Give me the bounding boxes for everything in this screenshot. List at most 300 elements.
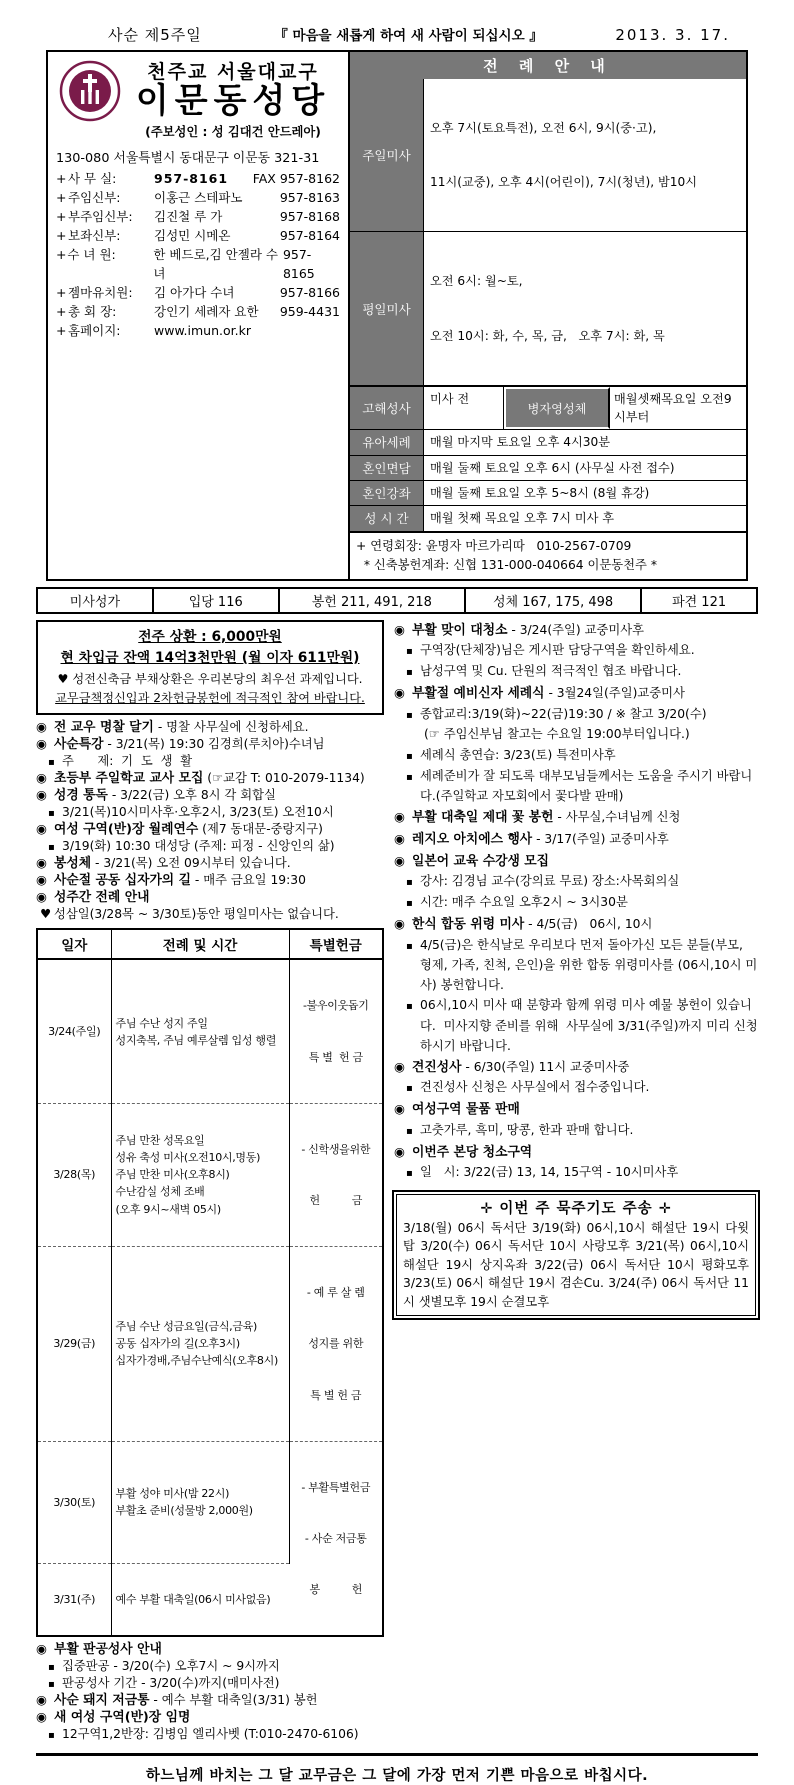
parish-seal-icon	[58, 59, 122, 123]
left-column	[36, 620, 384, 1744]
bullet-icon: ◉	[36, 787, 47, 803]
notice-item	[394, 705, 758, 726]
cell-rite	[111, 1103, 289, 1246]
notice-heading: 여성구역 물품 판매	[412, 1102, 520, 1118]
notice-body: 성삼일(3/28목 ~ 3/30토)동안 평일미사는 없습니다.	[54, 907, 339, 922]
notice-heading: 새 여성 구역(반)장 임명	[54, 1710, 191, 1726]
notice-heading: 레지오 아치에스 행사	[412, 832, 533, 847]
bullet-icon: ◉	[394, 1143, 405, 1159]
notice-text	[420, 1078, 649, 1099]
left-bottom-notice-list	[36, 1641, 384, 1743]
notice-text	[62, 753, 192, 770]
notice-item	[36, 1692, 384, 1709]
holy-week-table	[36, 928, 384, 1637]
cell-offering-merged	[289, 1441, 383, 1636]
table-row	[37, 959, 383, 1103]
sunday-mass-line2: 11시(교중), 오후 4시(어린이), 7시(청년), 밤10시	[430, 175, 697, 190]
contact-label: 수 녀 원:	[67, 246, 116, 262]
bullet-icon: ◉	[36, 770, 47, 786]
contact-name: 김성민 시메온	[154, 227, 231, 243]
notice-text	[412, 621, 644, 642]
offering-line: - 신학생을위한	[301, 1142, 371, 1156]
notice-heading: 사순 돼지 저금통	[54, 1693, 150, 1709]
notice-item	[394, 851, 758, 873]
row-value: 매월 둘째 토요일 오후 5~8시 (8월 휴강)	[430, 485, 650, 500]
notice-item	[36, 719, 384, 736]
notice-text	[54, 1692, 318, 1709]
bullet-icon: ▪	[48, 808, 55, 820]
notice-item	[36, 889, 384, 906]
notice-text	[420, 996, 758, 1057]
rosary-box-title: ✛ 이번 주 묵주기도 주송 ✛	[480, 1200, 672, 1217]
offering-line: - 사순 저금통	[304, 1531, 367, 1545]
notice-text	[62, 1726, 359, 1743]
notice-body: 견진성사 신청은 사무실에서 접수중입니다.	[420, 1080, 650, 1095]
bullet-icon: ▪	[48, 1662, 55, 1674]
bullet-icon: ◉	[394, 852, 405, 868]
holy-week-header-row	[37, 929, 383, 959]
notice-heading: 봉성체	[54, 856, 92, 872]
rite-line: 수난감실 성체 조배	[115, 1185, 205, 1199]
parish-name: 이문동성당	[135, 81, 331, 121]
rite-line: 성지축복, 주님 예루살렘 입성 행렬	[115, 1033, 277, 1047]
notice-text	[412, 684, 685, 705]
notice-body: (☞교감 T: 010-2079-1134)	[203, 771, 365, 786]
bullet-icon: ▪	[406, 898, 413, 910]
notice-item	[394, 1078, 758, 1099]
hymn-entrance: 입당 116	[152, 589, 278, 612]
plus-bullet-icon: +	[56, 303, 67, 319]
notice-body: 강사: 김경님 교수(강의료 무료) 장소:사목회의실	[420, 874, 680, 889]
notice-body: 3/19(화) 10:30 대성당 (주제: 피정 - 신앙인의 삶)	[62, 839, 335, 854]
plus-bullet-icon: +	[56, 227, 67, 243]
notice-item	[394, 1163, 758, 1184]
parish-title-row	[56, 57, 340, 140]
notice-text	[54, 821, 323, 838]
col-header-rite: 전례 및 시간	[111, 929, 289, 959]
contact-row	[56, 226, 340, 245]
liturgy-row-marriage-interview	[350, 455, 746, 480]
contact-phone: 957-8165	[282, 246, 315, 281]
contact-name: 한 베드로,김 안젤라 수녀	[153, 246, 278, 281]
notice-item	[36, 1641, 384, 1658]
notice-body: - 3/22(금) 오후 8시 각 회합실	[107, 788, 276, 803]
bullet-icon: ◉	[36, 872, 47, 888]
top-strip	[36, 24, 758, 45]
notice-body: - 4/5(금) 06시, 10시	[524, 916, 653, 931]
row-label: 혼인면담	[350, 456, 424, 480]
notice-item	[394, 1142, 758, 1164]
notice-text	[420, 893, 628, 914]
notice-text	[62, 1658, 280, 1675]
contact-list	[56, 169, 340, 340]
notice-body: 구역장(단체장)님은 게시판 담당구역을 확인하세요.	[420, 643, 695, 658]
contact-label: 사 무 실:	[68, 170, 117, 186]
liturgy-row-infant-baptism	[350, 429, 746, 454]
notice-text	[54, 889, 149, 906]
liturgy-row-confession	[350, 385, 746, 430]
notice-text	[54, 736, 325, 753]
sunday-mass-line1: 오후 7시(토요특전), 오전 6시, 9시(중·고),	[430, 120, 657, 135]
contact-phone: 957-8166	[279, 284, 340, 300]
liturgy-row-holy-hour	[350, 505, 746, 530]
notice-item	[394, 767, 758, 808]
bullet-icon: ▪	[406, 667, 413, 679]
bullet-icon: ▪	[406, 750, 413, 762]
contact-phone: 957-8164	[279, 227, 340, 243]
plus-bullet-icon: +	[56, 208, 67, 224]
liturgy-row-marriage-course	[350, 480, 746, 505]
notice-text	[54, 872, 306, 889]
contact-name: 957-8161	[154, 170, 229, 186]
offering-line: 특 별 헌 금	[308, 1050, 363, 1064]
notice-body: 고춧가루, 흑미, 땅콩, 한과 판매 합니다.	[420, 1122, 634, 1137]
rite-line: (오후 9시~새벽 05시)	[115, 1202, 221, 1216]
notice-body: (☞ 주임신부님 찰고는 수요일 19:00부터입니다.)	[424, 727, 690, 742]
row-value: 매월 마지막 토요일 오후 4시30분	[430, 435, 611, 450]
header-box	[46, 50, 748, 581]
notice-text	[54, 855, 291, 872]
row-value	[424, 79, 746, 231]
notice-item	[394, 1057, 758, 1079]
plus-bullet-icon: +	[56, 322, 67, 338]
bullet-icon: ◉	[36, 821, 47, 837]
contact-label: 홈페이지:	[68, 322, 121, 338]
parish-identity	[48, 52, 348, 579]
notice-body: 판공성사 기간 - 3/20(수)까지(매미사전)	[62, 1676, 280, 1691]
liturgy-guide	[348, 52, 746, 579]
contact-name: www.imun.or.kr	[154, 322, 251, 338]
cell-rite	[111, 1563, 289, 1636]
notice-item	[394, 725, 758, 746]
bullet-icon: ◉	[36, 855, 47, 871]
rite-line: 공동 십자가의 길(오후3시)	[115, 1337, 240, 1351]
contact-row	[56, 169, 340, 188]
notice-item	[394, 893, 758, 914]
contact-row	[56, 321, 340, 340]
bullet-icon: ◉	[36, 1692, 47, 1708]
offering-line: 특 별 헌 금	[310, 1388, 362, 1402]
plus-bullet-icon: +	[56, 189, 67, 205]
notice-body: - 3/17(주일) 교중미사후	[532, 832, 669, 846]
bullet-icon: ◉	[394, 684, 405, 700]
contact-row	[56, 283, 340, 302]
parish-address: 130-080 서울특별시 동대문구 이문동 321-31	[56, 150, 320, 166]
notice-heading: 부활 맞이 대청소	[412, 622, 508, 638]
notice-body: - 3/24(주일) 교중미사후	[507, 622, 644, 637]
cell-rite	[111, 1247, 289, 1442]
notice-item	[394, 641, 758, 662]
patron-saint: (주보성인 : 성 김대건 안드레아)	[145, 124, 321, 139]
contact-phone: 957-8163	[279, 189, 340, 205]
cell-date: 3/28(목)	[37, 1103, 111, 1246]
debt-priority-line: ♥ 성전신축금 부채상환은 우리본당의 최우선 과제입니다.	[57, 672, 363, 687]
row-value: 매월 둘째 토요일 오후 6시 (사무실 사전 접수)	[430, 460, 675, 475]
table-row	[37, 1247, 383, 1442]
notice-text	[62, 804, 334, 821]
notice-text	[424, 725, 690, 746]
rite-line: 주님 만찬 성목요일	[115, 1134, 205, 1148]
contact-phone: 959-4431	[279, 303, 340, 319]
offering-line: 헌 금	[309, 1193, 363, 1207]
notice-text	[420, 767, 758, 808]
offering-line: - 예 루 살 렘	[306, 1286, 365, 1300]
bullet-icon: ▪	[406, 1168, 413, 1180]
rite-line: 주님 만찬 미사(오후8시)	[115, 1168, 230, 1182]
contact-phone: 957-8168	[279, 208, 340, 224]
notice-item	[394, 1121, 758, 1142]
bullet-icon: ▪	[48, 757, 55, 769]
notice-body: 종합교리:3/19(화)~22(금)19:30 / ※ 찰고 3/20(수)	[420, 706, 707, 721]
cell-rite	[111, 1441, 289, 1563]
notice-text	[62, 1675, 279, 1692]
debt-balance-line: 현 차입금 잔액 14억3천만원 (월 이자 611만원)	[60, 650, 360, 666]
bullet-icon: ▪	[406, 1125, 413, 1137]
notice-heading: 견진성사	[412, 1059, 462, 1075]
notice-heading: 전 교우 명찰 달기	[54, 720, 154, 736]
rite-line: 주님 수난 성지 주일	[115, 1016, 208, 1030]
notice-item	[36, 770, 384, 787]
notice-heading: 사순절 공동 십자가의 길	[54, 873, 191, 889]
building-debt-box	[36, 620, 384, 716]
bullet-icon: ▪	[48, 842, 55, 854]
bullet-icon: ◉	[36, 736, 47, 752]
notice-item	[36, 906, 384, 923]
notice-body: - 사무실,수녀님께 신청	[553, 810, 681, 825]
notice-body: 세례식 총연습: 3/23(토) 특전미사후	[420, 747, 616, 762]
notice-text	[54, 906, 339, 923]
notice-text	[420, 641, 695, 662]
offering-line: 봉 헌	[309, 1583, 363, 1597]
notice-heading: 일본어 교육 수강생 모집	[412, 853, 549, 869]
notice-text	[420, 1121, 633, 1142]
liturgy-guide-title: 전 례 안 내	[350, 52, 746, 79]
notice-body: - 3/21(목) 오전 09시부터 있습니다.	[91, 856, 291, 871]
bullet-icon: ▪	[406, 646, 413, 658]
notice-body: - 3/21(목) 19:30 김경희(루치아)수녀님	[103, 737, 325, 752]
notice-body: 06시,10시 미사 때 분향과 함께 위령 미사 예물 봉헌이 있습니다. 미사지향 준비를 위해 사무실에 3/31(주일)까지 미리 신청하시기 바랍니다.	[420, 998, 758, 1053]
rosary-box-body: 3/18(월) 06시 독서단 3/19(화) 06시,10시 해설단 19시 다윗탑 3/20(수) 06시 독서단 10시 사랑모후 3/21(목) 06시,10시 해설단 19시 상지옥좌 3/22(금) 06시 독서단 10시 평화모후 3/23(토) 06시 해설단 19시 겸손Cu. 3/24(주) 06시 독서단 11시 샛별모후 19시 순결모후	[403, 1220, 749, 1309]
notice-heading: 초등부 주일학교 교사 모집	[54, 771, 204, 787]
offering-line: 성지를 위한	[308, 1337, 364, 1351]
notice-item	[394, 829, 758, 851]
cell-date: 3/29(금)	[37, 1247, 111, 1442]
bullet-icon: ▪	[406, 1001, 413, 1013]
rite-line: 부활초 준비(성물방 2,000원)	[115, 1504, 253, 1518]
funeral-chair-note: + 연령회장: 윤명자 마르가리따 010-2567-0709	[356, 538, 632, 553]
weekday-mass-line2: 오전 10시: 화, 수, 목, 금, 오후 7시: 화, 목	[430, 328, 665, 343]
contact-phone: FAX 957-8162	[252, 170, 340, 186]
notice-body: - 예수 부활 대축일(3/31) 봉헌	[149, 1693, 318, 1708]
notice-item	[394, 746, 758, 767]
notice-item	[36, 1675, 384, 1692]
cell-offering	[289, 1247, 383, 1442]
contact-label: 부주임신부:	[68, 208, 133, 224]
right-notice-list	[394, 620, 758, 1184]
contact-label: 총 회 장:	[68, 303, 117, 319]
contact-name: 김 아가다 수녀	[154, 284, 235, 300]
contact-row	[56, 245, 340, 283]
notice-heading: 부활 대축일 제대 꽃 봉헌	[412, 810, 554, 826]
notice-text	[412, 1058, 629, 1079]
bullet-icon: ▪	[406, 940, 413, 952]
plus-bullet-icon: +	[56, 284, 67, 300]
notice-text	[54, 719, 309, 736]
liturgy-notes	[350, 531, 746, 579]
cell-offering	[289, 1103, 383, 1246]
notice-heading: 한식 합동 위령 미사	[412, 916, 525, 932]
building-fund-account-note: * 신축봉헌계좌: 신협 131-000-040664 이문동천주 *	[356, 557, 657, 572]
notice-heading: 사순특강	[54, 737, 104, 753]
hymns-label: 미사성가	[69, 594, 121, 610]
hymn-communion: 성체 167, 175, 498	[464, 589, 640, 612]
notice-body: 일 시: 3/22(금) 13, 14, 15구역 - 10시미사후	[420, 1165, 679, 1180]
row-label: 평일미사	[350, 232, 424, 384]
bullet-icon: ◉	[36, 1709, 47, 1725]
weekday-mass-line1: 오전 6시: 월~토,	[430, 273, 523, 288]
row-label: 고해성사	[350, 387, 424, 430]
notice-text	[62, 838, 335, 855]
notice-text	[420, 872, 679, 893]
footer-divider	[36, 1753, 758, 1756]
bullet-icon: ▪	[406, 771, 413, 783]
notice-body: 4/5(금)은 한식날로 우리보다 먼저 돌아가신 모든 분들(부모, 형제, 가족, 친척, 은인)을 위한 합동 위령미사를 (06시,10시 미사) 봉헌합니다.	[420, 937, 758, 993]
sick-communion-label: 병자영성체	[504, 387, 610, 430]
plus-bullet-icon: +	[56, 246, 67, 262]
notice-body: - 매주 금요일 19:30	[190, 873, 306, 888]
cell-offering	[289, 959, 383, 1103]
notice-heading: 이번주 본당 청소구역	[412, 1144, 533, 1160]
notice-text	[420, 1163, 678, 1184]
notice-item	[36, 1658, 384, 1675]
row-label: 성 시 간	[350, 506, 424, 530]
contact-name: 김진철 루 가	[154, 208, 223, 224]
notice-text	[412, 1100, 520, 1121]
bullet-icon: ▪	[48, 1730, 55, 1742]
notice-body: 집중판공 - 3/20(수) 오후7시 ~ 9시까지	[62, 1659, 280, 1674]
confession-time: 미사 전	[424, 387, 504, 430]
main-content	[36, 620, 758, 1744]
notice-body: 남성구역 및 Cu. 단원의 적극적인 협조 바랍니다.	[420, 664, 682, 679]
notice-text	[412, 1143, 532, 1164]
notice-body: - 3월24일(주일)교중미사	[544, 685, 685, 700]
notice-text	[54, 1641, 162, 1658]
bullet-icon: ◉	[36, 719, 47, 735]
contact-row	[56, 302, 340, 321]
offering-line: - 부활특별헌금	[301, 1480, 371, 1494]
notice-text	[54, 787, 276, 804]
row-value	[424, 232, 746, 384]
rite-line: 주님 수난 성금요일(금식,금육)	[115, 1320, 257, 1334]
bullet-icon: ◉	[36, 1641, 47, 1657]
bullet-icon: ▪	[48, 1679, 55, 1691]
notice-heading: 부활절 예비신자 세례식	[412, 685, 545, 701]
notice-item	[36, 821, 384, 838]
notice-body: 세례준비가 잘 되도록 대부모님들께서는 도움을 주시기 바랍니다.(주일학교 자모회에서 꽃다발 판매)	[420, 768, 753, 804]
notice-item	[394, 662, 758, 683]
notice-item	[36, 804, 384, 821]
notice-text	[54, 770, 365, 787]
notice-heading: 성주간 전례 안내	[54, 890, 150, 906]
notice-item	[36, 838, 384, 855]
notice-text	[420, 662, 681, 683]
right-column	[394, 620, 758, 1317]
bullet-icon: ◉	[394, 809, 405, 825]
sick-communion-time: 매월셋째목요일 오전9시부터	[614, 391, 732, 425]
hymn-offertory: 봉헌 211, 491, 218	[278, 589, 464, 612]
notice-item	[394, 620, 758, 642]
notice-body: (제7 동대문-중랑지구)	[198, 822, 323, 837]
notice-text	[420, 936, 758, 997]
rite-line: 예수 부활 대축일(06시 미사없음)	[115, 1592, 271, 1606]
notice-item	[36, 753, 384, 770]
notice-item	[394, 914, 758, 936]
bullet-icon: ▪	[406, 877, 413, 889]
debt-repaid-line: 전주 상환 : 6,000만원	[138, 628, 282, 645]
notice-item	[36, 1709, 384, 1726]
notice-body: 시간: 매주 수요일 오후2시 ~ 3시30분	[420, 895, 628, 910]
left-notice-list	[36, 719, 384, 923]
notice-text	[54, 1709, 190, 1726]
hymn-dismissal: 파견 121	[640, 589, 756, 612]
liturgy-row-sunday-mass	[350, 79, 746, 231]
notice-item	[36, 1726, 384, 1743]
notice-item	[394, 996, 758, 1057]
notice-item	[36, 736, 384, 753]
notice-body: 3/21(목)10시미사후·오후2시, 3/23(토) 오전10시	[62, 805, 334, 820]
table-row	[37, 1103, 383, 1246]
offering-line: -불우이웃돕기	[302, 999, 369, 1013]
diocese-name: 천주교 서울대교구	[147, 61, 319, 83]
notice-text	[412, 808, 680, 829]
plus-bullet-icon: +	[56, 170, 67, 186]
contact-row	[56, 207, 340, 226]
col-header-date: 일자	[37, 929, 111, 959]
mass-hymns-strip	[36, 587, 758, 614]
footer-message: 하느님께 바치는 그 달 교무금은 그 달에 가장 먼저 기쁜 마음으로 바칩시다.	[145, 1768, 649, 1785]
notice-text	[420, 746, 616, 767]
notice-item	[394, 683, 758, 705]
bullet-icon: ◉	[394, 1101, 405, 1117]
cell-date: 3/24(주일)	[37, 959, 111, 1103]
row-value: 매월 첫째 목요일 오후 7시 미사 후	[430, 511, 615, 526]
notice-heading: 부활 판공성사 안내	[54, 1642, 162, 1658]
weekly-motto: 『 마음을 새롭게 하여 새 사람이 되십시오 』	[274, 28, 543, 44]
notice-item	[394, 936, 758, 997]
contact-name: 강인기 세례자 요한	[154, 303, 259, 319]
notice-text	[420, 705, 707, 726]
table-row	[37, 1441, 383, 1563]
debt-appeal-line: 교무금책정신입과 2차헌금봉헌에 적극적인 참여 바랍니다.	[55, 691, 365, 706]
notice-item	[36, 855, 384, 872]
parish-names	[126, 57, 340, 140]
notice-item	[36, 872, 384, 889]
col-header-offering: 특별헌금	[289, 929, 383, 959]
notice-text	[412, 915, 652, 936]
row-label: 유아세례	[350, 430, 424, 454]
rite-line: 부활 성야 미사(밤 22시)	[115, 1487, 230, 1501]
contact-label: 주임신부:	[68, 189, 121, 205]
cell-date: 3/31(주)	[37, 1563, 111, 1636]
rite-line: 십자가경배,주님수난예식(오후8시)	[115, 1354, 278, 1368]
contact-row	[56, 188, 340, 207]
row-label: 혼인강좌	[350, 481, 424, 505]
bullet-icon: ◉	[36, 889, 47, 905]
notice-heading: 성경 통독	[54, 788, 108, 804]
notice-item	[394, 1099, 758, 1121]
notice-body: - 6/30(주일) 11시 교중미사중	[461, 1059, 630, 1074]
bullet-icon: ▪	[406, 1083, 413, 1095]
